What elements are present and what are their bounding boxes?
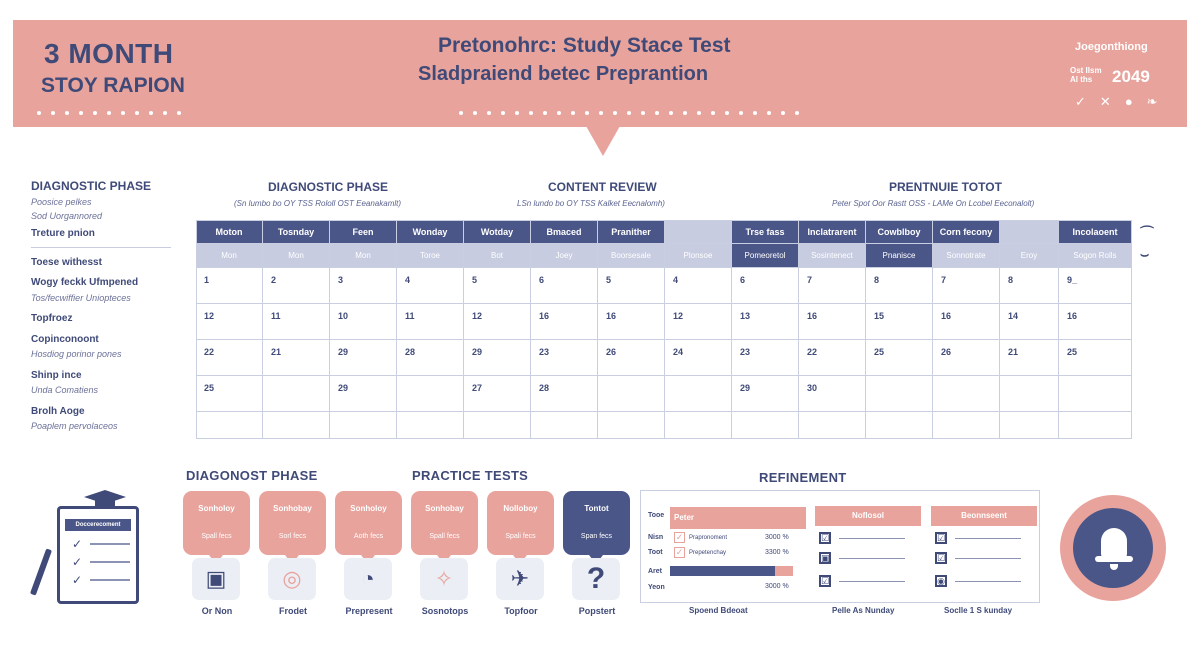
sidebar-item[interactable]: Poosice pelkes	[31, 197, 92, 207]
calendar-day-cell[interactable]: 25	[866, 340, 933, 376]
checklist-line	[955, 538, 1021, 539]
calendar-day-cell[interactable]	[866, 412, 933, 439]
calendar-day-cell[interactable]: 21	[1000, 340, 1059, 376]
sidebar-item[interactable]: Treture pnion	[31, 228, 95, 239]
calendar-subheader-cell: Boorsesale	[598, 244, 665, 268]
calendar-header-cell	[1000, 220, 1059, 244]
calendar-day-cell[interactable]: 29	[330, 376, 397, 412]
sidebar-item[interactable]: Copinconoont	[31, 334, 99, 345]
calendar-header-cell: Inclatrarent	[799, 220, 866, 244]
calendar-day-cell[interactable]	[330, 412, 397, 439]
bell-icon	[1073, 508, 1153, 588]
checkbox[interactable]: ☑	[821, 533, 830, 543]
calendar-header-cell: Tosnday	[263, 220, 330, 244]
header-year: 2049	[1112, 67, 1150, 86]
refinement-row[interactable]: ✓ Prepetenchay	[675, 547, 727, 557]
calendar-day-cell[interactable]: 8	[866, 268, 933, 304]
calendar-subheader-cell: Sonnotrate	[933, 244, 1000, 268]
checklist-row[interactable]	[819, 552, 905, 564]
calendar-day-cell[interactable]	[665, 412, 732, 439]
card-subtitle: Spall fecs	[429, 533, 460, 540]
calendar-header-cell: Corn fecony	[933, 220, 1000, 244]
card-subtitle: Span fecs	[580, 533, 613, 540]
calendar-day-cell[interactable]: 22	[799, 340, 866, 376]
calendar-day-cell[interactable]: 13	[732, 304, 799, 340]
calendar-subheader-cell: Bot	[464, 244, 531, 268]
calendar-day-cell[interactable]: 30	[799, 376, 866, 412]
refinement-col-head: Beonnseent	[931, 506, 1037, 526]
calendar-subheader-cell: Pnanisce	[866, 244, 933, 268]
sidebar-item[interactable]: Unda Comatiens	[31, 385, 99, 395]
checkbox[interactable]: ☑	[937, 553, 946, 563]
sidebar-item[interactable]: Topfroez	[31, 313, 73, 324]
phase-card[interactable]	[259, 491, 326, 555]
calendar-day-cell[interactable]: 11	[397, 304, 464, 340]
sidebar-item[interactable]: Wogy feckk Ufmpened	[31, 277, 139, 288]
card-title: Sonholoy	[350, 504, 387, 513]
phase-card[interactable]	[411, 491, 478, 555]
header-arrow	[586, 126, 620, 156]
card-subtitle: Spall fecs	[201, 533, 232, 540]
phase-card[interactable]	[563, 491, 630, 555]
calendar-day-cell[interactable]	[531, 412, 598, 439]
notification-badge[interactable]	[1060, 495, 1166, 601]
calendar-scroll-up-icon[interactable]: ⌒	[1140, 225, 1154, 241]
calendar-day-cell[interactable]	[263, 412, 330, 439]
calendar-day-cell[interactable]	[665, 376, 732, 412]
sidebar-divider	[31, 247, 171, 248]
card-label: Topfoor	[504, 606, 538, 616]
card-title: Sonhobay	[425, 504, 464, 513]
checklist-line	[839, 558, 905, 559]
calendar-day-cell[interactable]	[1000, 376, 1059, 412]
calendar-day-cell[interactable]	[866, 376, 933, 412]
calendar-subheader-cell: Toroe	[397, 244, 464, 268]
calendar-day-cell[interactable]: 28	[397, 340, 464, 376]
calendar-day-cell[interactable]: 4	[665, 268, 732, 304]
card-title: Sonholoy	[198, 504, 235, 513]
calendar-day-cell[interactable]: 5	[598, 268, 665, 304]
calendar-day-cell[interactable]: 28	[531, 376, 598, 412]
calendar-subheader-cell: Eroy	[1000, 244, 1059, 268]
calendar-header-cell: Trse fass	[732, 220, 799, 244]
brand-title: 3 MONTH	[44, 38, 174, 69]
calendar-day-cell[interactable]: 26	[933, 340, 1000, 376]
calendar-day-cell[interactable]: 12	[665, 304, 732, 340]
calendar-day-cell[interactable]: 7	[933, 268, 1000, 304]
calendar-day-cell[interactable]	[1000, 412, 1059, 439]
phase-subtitle-diagnostic: (Sn lumbo bo OY TSS Rololl OST Eeanakamlt)	[234, 199, 402, 208]
sidebar-item[interactable]: Poaplem pervolaceos	[31, 421, 118, 431]
section-title-practice: PRACTICE TESTS	[412, 468, 529, 483]
refinement-footer-mid: Pelle As Nunday	[832, 606, 895, 615]
bell-rim	[1095, 556, 1133, 562]
check-icon[interactable]: ✓	[675, 532, 684, 542]
phase-card[interactable]	[335, 491, 402, 555]
calendar-day-cell[interactable]	[799, 412, 866, 439]
header-dots-center	[459, 111, 799, 115]
checklist-line	[839, 538, 905, 539]
header-meta: Ost Ilsm Al ths	[1070, 66, 1102, 84]
sidebar-item[interactable]: Shinp ince	[31, 370, 82, 381]
sidebar-title: DIAGNOSTIC PHASE	[31, 179, 152, 193]
calendar-subheader-cell: Mon	[330, 244, 397, 268]
card-title: Sonhobay	[273, 504, 312, 513]
calendar-header-cell	[665, 220, 732, 244]
check-icon[interactable]: ✓	[675, 547, 684, 557]
calendar-day-cell[interactable]: 25	[1059, 340, 1132, 376]
calendar-day-cell[interactable]: 6	[531, 268, 598, 304]
refinement-col-head: Noflosol	[815, 506, 921, 526]
clipboard-row: ✓	[72, 555, 130, 569]
calendar-day-cell[interactable]: 29	[732, 376, 799, 412]
checkbox[interactable]: ☑	[821, 576, 830, 586]
calendar-day-cell[interactable]: 9_	[1059, 268, 1132, 304]
refinement-row-pct: 3300 %	[765, 549, 789, 556]
bell-body	[1101, 528, 1127, 558]
calendar-day-cell[interactable]: 21	[263, 340, 330, 376]
calendar-day-cell[interactable]	[196, 412, 263, 439]
phase-card[interactable]	[183, 491, 250, 555]
checklist-line	[955, 581, 1021, 582]
calendar-day-cell[interactable]: 6	[732, 268, 799, 304]
checkbox[interactable]: ▣	[821, 553, 830, 563]
calendar-header-cell: Wonday	[397, 220, 464, 244]
header-icons	[1075, 94, 1158, 110]
projector-icon[interactable]: ▣	[192, 558, 240, 600]
calendar-day-cell[interactable]	[263, 376, 330, 412]
calendar-day-cell[interactable]: 3	[330, 268, 397, 304]
calendar-day-cell[interactable]: 27	[464, 376, 531, 412]
pencil-icon	[30, 548, 52, 595]
card-label: Sosnotops	[421, 606, 469, 616]
calendar-header-cell: Wotday	[464, 220, 531, 244]
target-icon[interactable]: ◎	[268, 558, 316, 600]
calendar-subheader-cell: Sosintenect	[799, 244, 866, 268]
calendar-day-cell[interactable]: 5	[464, 268, 531, 304]
calendar-header-cell: Moton	[196, 220, 263, 244]
sidebar-item[interactable]: Toese withesst	[31, 257, 102, 268]
checklist-line	[839, 581, 905, 582]
refinement-label: Aret	[648, 568, 663, 575]
calendar-day-cell[interactable]: 23	[531, 340, 598, 376]
calendar-day-cell[interactable]	[933, 412, 1000, 439]
calendar-day-cell[interactable]: 23	[732, 340, 799, 376]
calendar-day-cell[interactable]: 24	[665, 340, 732, 376]
refinement-top-bar: Peter	[670, 507, 806, 529]
calendar-day-cell[interactable]: 2	[263, 268, 330, 304]
clipboard-icon	[57, 506, 139, 604]
phase-subtitle-practice: Peter Spot Oor Rastt OSS - LAMe On Lcobel Eeconalolt)	[832, 199, 1035, 208]
checklist-line	[955, 558, 1021, 559]
checkbox[interactable]: ◉	[935, 575, 947, 587]
calendar-day-cell[interactable]: 25	[196, 376, 263, 412]
card-subtitle: Aoth fecs	[353, 533, 384, 540]
calendar-header-cell: Bmaced	[531, 220, 598, 244]
calendar-header-cell: Feen	[330, 220, 397, 244]
calendar-day-cell[interactable]: 29	[330, 340, 397, 376]
card-title: Tontot	[584, 504, 609, 513]
brand-subtitle: STOY RAPION	[41, 74, 185, 97]
check-icon[interactable]: ✓	[1075, 94, 1086, 109]
rocket-icon[interactable]: ✈	[496, 558, 544, 600]
calendar-day-cell[interactable]: 11	[263, 304, 330, 340]
calendar-day-cell[interactable]: 15	[866, 304, 933, 340]
page-subtitle: Sladpraiend betec Preprantion	[418, 63, 709, 85]
card-subtitle: Sorl fecs	[278, 533, 307, 540]
card-label: Popstert	[578, 606, 616, 616]
calendar-day-cell[interactable]	[397, 376, 464, 412]
card-label: Prepresent	[345, 606, 393, 616]
sidebar-item[interactable]: Brolh Aoge	[31, 406, 85, 417]
phase-card[interactable]	[487, 491, 554, 555]
refinement-footer-left: Spoend Bdeoat	[689, 606, 748, 615]
sidebar-item[interactable]: Hosdiog porinor pones	[31, 349, 122, 359]
refinement-label: Nisn	[648, 534, 664, 541]
calendar-day-cell[interactable]	[598, 412, 665, 439]
calendar-day-cell[interactable]: 7	[799, 268, 866, 304]
calendar-day-cell[interactable]: 16	[1059, 304, 1132, 340]
calendar-day-cell[interactable]: 22	[196, 340, 263, 376]
leaf-icon[interactable]: ❧	[1146, 94, 1158, 109]
runner-icon[interactable]: ✧	[420, 558, 468, 600]
section-title-diagnostic: DIAGONOST PHASE	[186, 468, 318, 483]
calendar-header-cell: Pranither	[598, 220, 665, 244]
clipboard-row: ✓	[72, 537, 130, 551]
card-label: Frodet	[279, 606, 307, 616]
calendar-day-cell[interactable]	[1059, 412, 1132, 439]
bell-clapper	[1110, 564, 1118, 570]
card-label: Or Non	[201, 606, 233, 616]
checklist-row[interactable]	[935, 575, 1021, 587]
phase-subtitle-content: LSn lundo bo OY TSS Kalket Eecnalomh)	[517, 199, 665, 208]
calendar-day-cell[interactable]: 16	[598, 304, 665, 340]
checkbox[interactable]: ☑	[937, 533, 946, 543]
clipboard-label: Doccerecoment	[65, 519, 131, 531]
calendar-day-cell[interactable]: 16	[933, 304, 1000, 340]
checklist-row[interactable]	[819, 575, 905, 587]
refinement-progress-pct: 3000 %	[765, 583, 789, 590]
card-title: Nolloboy	[503, 504, 538, 513]
refinement-label: Toot	[648, 549, 663, 556]
refinement-footer-right: Soclle 1 S kunday	[944, 606, 1013, 615]
refinement-progress-fill	[775, 566, 793, 576]
calendar-subheader-cell: Sogon Rolls	[1059, 244, 1132, 268]
question-icon[interactable]: ?	[572, 558, 620, 600]
header-dots-left	[37, 111, 181, 115]
calendar-day-cell[interactable]: 26	[598, 340, 665, 376]
calendar-subheader-cell: Plonsoe	[665, 244, 732, 268]
calendar-day-cell[interactable]: 12	[464, 304, 531, 340]
calendar-day-cell[interactable]	[1059, 376, 1132, 412]
checklist-row[interactable]	[935, 552, 1021, 564]
page-title: Pretonohrc: Study Stace Test	[438, 34, 731, 57]
calendar-subheader-cell: Pomeoretol	[732, 244, 799, 268]
sidebar-item[interactable]: Sod Uorgannored	[31, 211, 103, 221]
calendar-header-cell: Cowblboy	[866, 220, 933, 244]
calendar-day-cell[interactable]: 16	[531, 304, 598, 340]
refinement-progress-bar	[670, 566, 793, 576]
cross-icon[interactable]: ✕	[1099, 94, 1111, 109]
calendar-day-cell[interactable]: 12	[196, 304, 263, 340]
phase-title-content: CONTENT REVIEW	[548, 180, 657, 194]
calendar-day-cell[interactable]: 1	[196, 268, 263, 304]
header-user: Joegonthiong	[1075, 41, 1148, 53]
refinement-label: Tooe	[648, 512, 665, 519]
meter-icon[interactable]: ◔	[344, 558, 392, 600]
calendar-day-cell[interactable]	[933, 376, 1000, 412]
calendar-subheader-cell: Joey	[531, 244, 598, 268]
calendar-day-cell[interactable]: 4	[397, 268, 464, 304]
calendar-header-cell: Incolaoent	[1059, 220, 1132, 244]
circle-icon[interactable]: ●	[1124, 94, 1133, 109]
calendar-day-cell[interactable]: 8	[1000, 268, 1059, 304]
calendar-day-cell[interactable]	[732, 412, 799, 439]
calendar-day-cell[interactable]: 16	[799, 304, 866, 340]
calendar-day-cell[interactable]: 29	[464, 340, 531, 376]
calendar-day-cell[interactable]	[598, 376, 665, 412]
clipboard-row: ✓	[72, 573, 130, 587]
calendar-subheader-cell: Mon	[196, 244, 263, 268]
phase-title-practice: PRENTNUIE TOTOT	[889, 180, 1002, 194]
calendar-day-cell[interactable]	[464, 412, 531, 439]
calendar-day-cell[interactable]: 10	[330, 304, 397, 340]
refinement-row-pct: 3000 %	[765, 534, 789, 541]
sidebar-item[interactable]: Tos/fecwiffier Uniopteces	[31, 293, 131, 303]
card-subtitle: Spali fecs	[505, 533, 536, 540]
calendar-scroll-down-icon[interactable]: ⌣	[1140, 246, 1150, 262]
phase-title-diagnostic: DIAGNOSTIC PHASE	[268, 180, 389, 194]
calendar-subheader-cell: Mon	[263, 244, 330, 268]
refinement-label: Yeon	[648, 584, 665, 591]
checklist-row[interactable]	[935, 532, 1021, 544]
section-title-refinement: REFINEMENT	[759, 470, 847, 485]
calendar-day-cell[interactable]	[397, 412, 464, 439]
calendar-day-cell[interactable]: 14	[1000, 304, 1059, 340]
checklist-row[interactable]	[819, 532, 905, 544]
refinement-row[interactable]: ✓ Prapronoment	[675, 532, 728, 542]
